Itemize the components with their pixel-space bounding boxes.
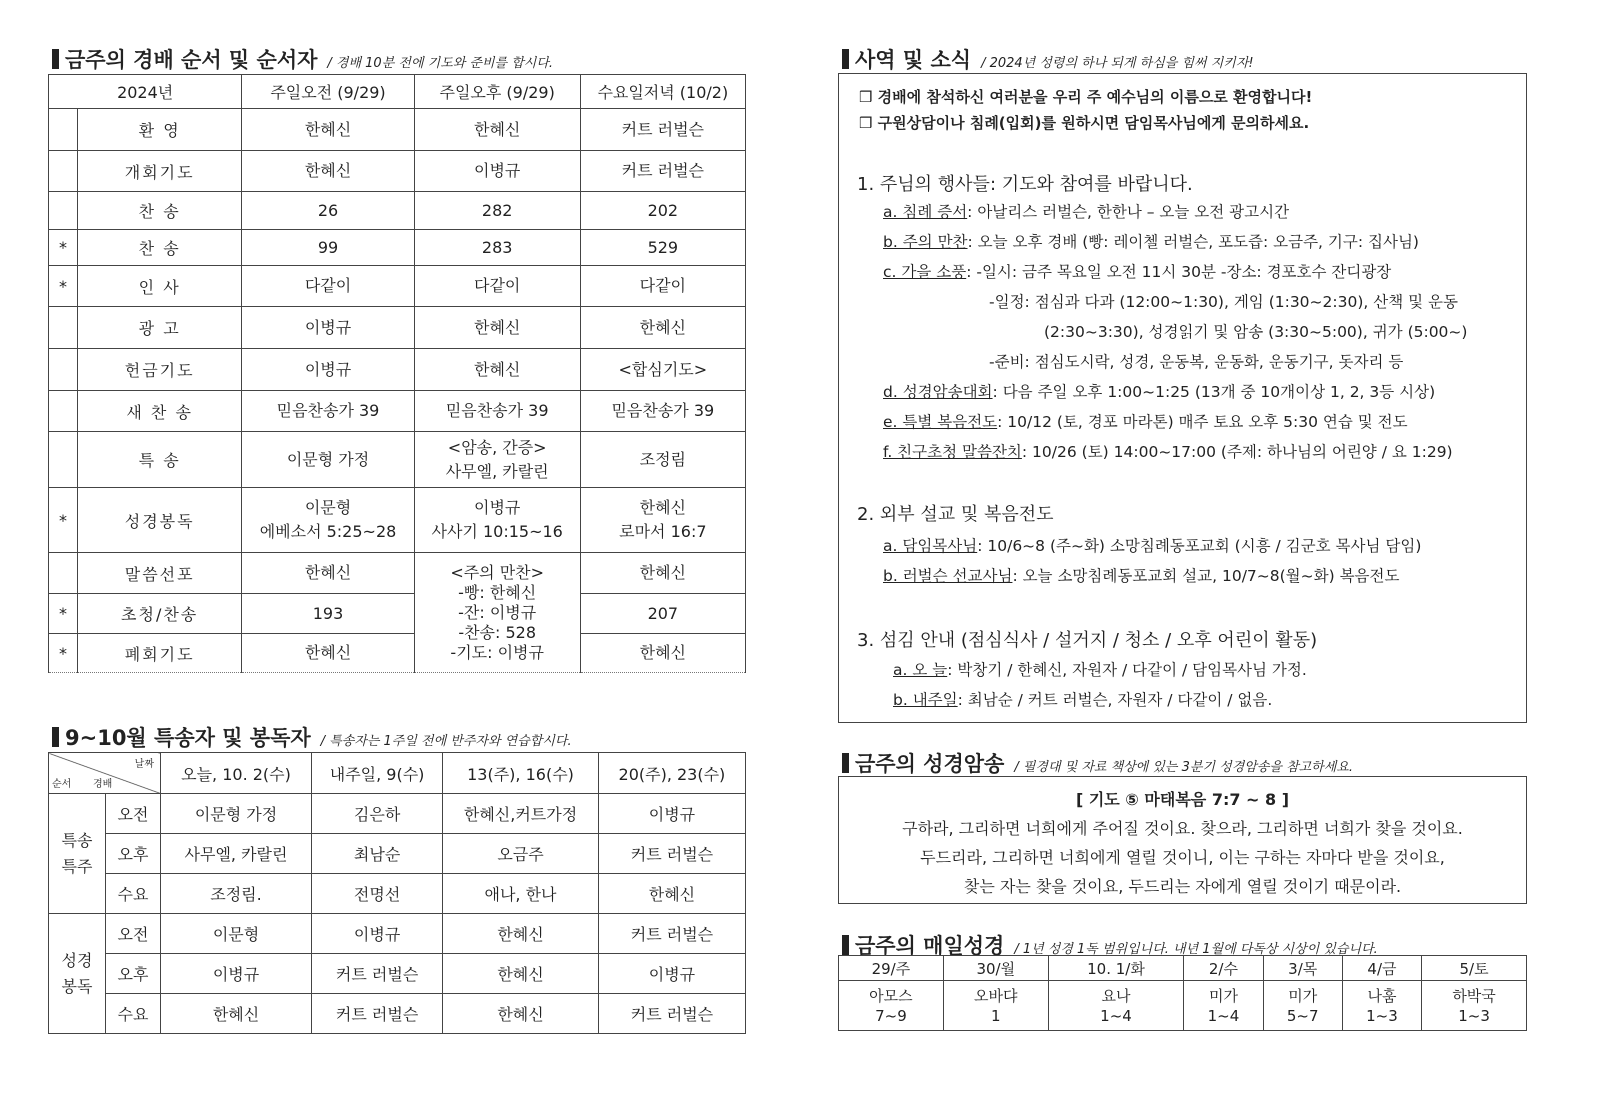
table-cell: 99	[242, 230, 414, 266]
table-cell: 믿음찬송가 39	[242, 391, 414, 432]
table-cell: 이병규	[312, 914, 443, 954]
table-row	[49, 488, 746, 553]
news-item-key: a. 침례 증서	[883, 203, 968, 221]
table-cell: 한혜신	[443, 954, 599, 994]
news-item-text: : 최남순 / 커트 러벌슨, 자원자 / 다같이 / 없음.	[957, 691, 1273, 709]
day-header: 5/토	[1422, 956, 1527, 981]
news-line: -일정: 점심과 다과 (12:00~1:30), 게임 (1:30~2:30), 산책 및 운동	[989, 293, 1458, 311]
table-cell: 한혜신,커트가정	[443, 794, 599, 834]
table-cell: 이문형 가정	[242, 432, 414, 488]
table-cell: 커트 러벌슨	[598, 834, 745, 874]
table-cell: 커트 러벌슨	[312, 994, 443, 1034]
table-cell: 최남순	[312, 834, 443, 874]
table-row	[49, 109, 746, 151]
required-standing-mark	[49, 391, 78, 432]
service-label: 오전	[106, 914, 161, 954]
news-item-text: : 10/6~8 (주~화) 소망침례동포교회 (시흥 / 김군호 목사님 담임)	[977, 537, 1422, 555]
news-line: -준비: 점심도시락, 성경, 운동복, 운동화, 운동기구, 돗자리 등	[989, 353, 1404, 371]
corner-label: 날짜	[134, 759, 154, 770]
table-cell: 전명선	[312, 874, 443, 914]
news-line: 2. 외부 설교 및 복음전도	[857, 504, 1054, 525]
order-label: 성경봉독	[78, 488, 242, 553]
required-standing-mark	[49, 432, 78, 488]
news-item	[893, 688, 1272, 710]
table-cell: 한혜신	[242, 109, 414, 151]
table-cell: 한혜신 로마서 16:7	[580, 488, 745, 553]
news-item-key: d. 성경암송대회	[883, 383, 993, 401]
table-cell: 193	[242, 594, 414, 634]
required-standing-mark: *	[49, 634, 78, 673]
day-header: 3/목	[1263, 956, 1342, 981]
news-item	[893, 658, 1307, 680]
required-standing-mark: *	[49, 230, 78, 266]
table-row	[49, 266, 746, 307]
table-cell: 한혜신	[242, 151, 414, 192]
day-header: 30/월	[943, 956, 1048, 981]
table-cell: 커트 러벌슨	[580, 109, 745, 151]
column-header: 수요일저녁 (10/2)	[580, 75, 745, 109]
table-cell: 202	[580, 192, 745, 230]
readings-row	[839, 981, 1527, 1031]
service-label: 오후	[106, 954, 161, 994]
reading-cell: 미가 5~7	[1263, 981, 1342, 1031]
table-cell: 다같이	[242, 266, 414, 307]
group-label: 특송 특주	[49, 794, 106, 914]
table-cell: 529	[580, 230, 745, 266]
verse-line: 구하라, 그리하면 너희에게 주어질 것이요. 찾으라, 그리하면 너희가 찾을 것이요.	[902, 819, 1463, 838]
table-cell: 믿음찬송가 39	[580, 391, 745, 432]
heading-subtitle: / 1년 성경 1독 범위입니다. 내년 1월에 다독상 시상이 있습니다.	[1014, 942, 1378, 957]
heading-text: 금주의 매일성경	[855, 934, 1005, 958]
table-cell: 한혜신	[580, 634, 745, 673]
table-cell: 이병규	[242, 307, 414, 349]
day-header: 4/금	[1342, 956, 1421, 981]
order-label: 말씀선포	[78, 553, 242, 594]
table-cell: 김은하	[312, 794, 443, 834]
table-row	[49, 192, 746, 230]
order-label: 새 찬 송	[78, 391, 242, 432]
order-label: 폐회기도	[78, 634, 242, 673]
heading-text: 금주의 경배 순서 및 순서자	[65, 48, 318, 72]
table-cell: 믿음찬송가 39	[414, 391, 580, 432]
column-header: 오늘, 10. 2(수)	[161, 753, 312, 794]
heading-text: 사역 및 소식	[855, 48, 972, 72]
news-item	[883, 200, 1289, 222]
table-cell: 다같이	[414, 266, 580, 307]
news-item-text: : 다음 주일 오후 1:00~1:25 (13개 중 10개이상 1, 2, 3등 시상)	[992, 383, 1436, 401]
table-row	[49, 954, 746, 994]
table-cell: 커트 러벌슨	[598, 994, 745, 1034]
service-label: 오후	[106, 834, 161, 874]
table-cell: 한혜신	[414, 349, 580, 391]
required-standing-mark	[49, 151, 78, 192]
table-cell: 조정림	[580, 432, 745, 488]
service-label: 수요	[106, 874, 161, 914]
table-row	[49, 834, 746, 874]
verse-reference: [ 기도 ⑤ 마태복음 7:7 ~ 8 ]	[1075, 790, 1290, 809]
news-item-key: b. 러벌슨 선교사님	[883, 567, 1013, 585]
column-header: 20(주), 23(수)	[598, 753, 745, 794]
corner-label: 순서	[52, 779, 72, 790]
heading-subtitle: / 필경대 및 자료 책상에 있는 3분기 성경암송을 참고하세요.	[1014, 760, 1353, 775]
required-standing-mark	[49, 349, 78, 391]
heading-text: 9~10월 특송자 및 봉독자	[65, 726, 311, 750]
header-row	[49, 753, 746, 794]
news-box	[838, 73, 1527, 723]
table-cell: 한혜신	[580, 553, 745, 594]
heading-subtitle: / 경배 10분 전에 기도와 준비를 합시다.	[327, 56, 554, 71]
memory-heading	[842, 748, 1353, 778]
news-item	[883, 380, 1435, 402]
section-title: 1. 주님의 행사들: 기도와 참여를 바랍니다.	[857, 174, 1193, 195]
required-standing-mark	[49, 109, 78, 151]
table-cell: 한혜신	[598, 874, 745, 914]
table-cell: 이병규	[242, 349, 414, 391]
header-row	[839, 956, 1527, 981]
table-cell: 이병규	[414, 151, 580, 192]
news-item	[883, 440, 1453, 462]
table-cell: 207	[580, 594, 745, 634]
table-cell: 한혜신	[443, 914, 599, 954]
notice: ❒ 구원상담이나 침례(입회)를 원하시면 담임목사님에게 문의하세요.	[859, 114, 1310, 132]
news-item-text: : -일시: 금주 목요일 오전 11시 30분 -장소: 경포호수 잔디광장	[966, 263, 1392, 281]
news-item-text: : 오늘 소망침례동포교회 설교, 10/7~8(월~화) 복음전도	[1012, 567, 1400, 585]
news-item-text: : 박창기 / 한혜신, 자원자 / 다같이 / 담임목사님 가정.	[947, 661, 1307, 679]
order-label: 찬 송	[78, 230, 242, 266]
table-cell: 오금주	[443, 834, 599, 874]
news-item	[883, 534, 1421, 556]
table-cell: 283	[414, 230, 580, 266]
memory-verse-box	[838, 776, 1527, 904]
required-standing-mark: *	[49, 266, 78, 307]
required-standing-mark	[49, 192, 78, 230]
news-item-key: b. 내주일	[893, 691, 958, 709]
column-header: 주일오후 (9/29)	[414, 75, 580, 109]
table-cell: 한혜신	[242, 553, 414, 594]
reading-cell: 요나 1~4	[1048, 981, 1184, 1031]
table-row	[49, 151, 746, 192]
reading-cell: 하박국 1~3	[1422, 981, 1527, 1031]
heading-text: 금주의 성경암송	[855, 752, 1005, 776]
day-header: 29/주	[839, 956, 944, 981]
order-label: 환 영	[78, 109, 242, 151]
table-cell: 이병규 사사기 10:15~16	[414, 488, 580, 553]
table-cell: 한혜신	[414, 109, 580, 151]
table-cell: 커트 러벌슨	[312, 954, 443, 994]
required-standing-mark	[49, 553, 78, 594]
order-label: 인 사	[78, 266, 242, 307]
table-cell: 한혜신	[242, 634, 414, 673]
table-row	[49, 553, 746, 594]
order-label: 개회기도	[78, 151, 242, 192]
verse-line: 찾는 자는 찾을 것이요, 두드리는 자에게 열릴 것이기 때문이라.	[963, 877, 1402, 896]
corner-cell	[49, 753, 161, 794]
verse-line: 두드리라, 그리하면 너희에게 열릴 것이니, 이는 구하는 자마다 받을 것이요,	[920, 848, 1445, 867]
special-table	[48, 752, 746, 1034]
table-cell: 한혜신	[580, 307, 745, 349]
required-standing-mark: *	[49, 594, 78, 634]
table-cell: 이병규	[161, 954, 312, 994]
news-heading	[842, 44, 1254, 74]
table-cell: 사무엘, 카랄린	[161, 834, 312, 874]
table-row	[49, 391, 746, 432]
table-cell: 이병규	[598, 954, 745, 994]
table-cell: 이병규	[598, 794, 745, 834]
news-item	[883, 260, 1391, 282]
order-label: 찬 송	[78, 192, 242, 230]
table-cell: 282	[414, 192, 580, 230]
table-cell: 다같이	[580, 266, 745, 307]
notice: ❒ 경배에 참석하신 여러분을 우리 주 예수님의 이름으로 환영합니다!	[859, 88, 1313, 106]
table-cell: 한혜신	[443, 994, 599, 1034]
table-cell: 조정림.	[161, 874, 312, 914]
news-item	[883, 410, 1408, 432]
table-row	[49, 432, 746, 488]
news-line: (2:30~3:30), 성경읽기 및 암송 (3:30~5:00), 귀가 (5:00~)	[1044, 323, 1468, 341]
reading-cell: 미가 1~4	[1184, 981, 1263, 1031]
table-cell: 한혜신	[161, 994, 312, 1034]
column-header: 13(주), 16(수)	[443, 753, 599, 794]
table-row	[49, 634, 746, 673]
news-item-text: : 10/12 (토, 경포 마라톤) 매주 토요 오후 5:30 연습 및 전도	[997, 413, 1408, 431]
table-cell: <암송, 간증> 사무엘, 카랄린	[414, 432, 580, 488]
table-cell: 애나, 한나	[443, 874, 599, 914]
day-header: 2/수	[1184, 956, 1263, 981]
order-label: 헌금기도	[78, 349, 242, 391]
news-line: 3. 섬김 안내 (점심식사 / 설거지 / 청소 / 오후 어린이 활동)	[857, 630, 1318, 651]
table-cell: 이문형	[161, 914, 312, 954]
group-label: 성경 봉독	[49, 914, 106, 1034]
news-item-key: a. 오 늘	[893, 661, 948, 679]
news-item-key: f. 친구초청 말씀잔치	[883, 443, 1022, 461]
news-item-text: : 오늘 오후 경배 (빵: 레이첼 러벌슨, 포도즙: 오금주, 기구: 집사님)	[967, 233, 1419, 251]
table-row	[49, 307, 746, 349]
table-cell: 이문형 에베소서 5:25~28	[242, 488, 414, 553]
day-header: 10. 1/화	[1048, 956, 1184, 981]
news-item	[883, 564, 1399, 586]
table-cell: 커트 러벌슨	[580, 151, 745, 192]
news-item-key: e. 특별 복음전도	[883, 413, 998, 431]
table-row	[49, 994, 746, 1034]
heading-subtitle: / 특송자는 1주일 전에 반주자와 연습합시다.	[320, 734, 572, 749]
daily-bible-table	[838, 955, 1527, 1031]
news-item-key: a. 담임목사님	[883, 537, 978, 555]
service-label: 수요	[106, 994, 161, 1034]
table-row	[49, 594, 746, 634]
lords-supper-cell: <주의 만찬> -빵: 한혜신 -잔: 이병규 -찬송: 528 -기도: 이병규	[414, 553, 580, 673]
table-cell: 26	[242, 192, 414, 230]
news-item	[883, 230, 1419, 252]
order-label: 특 송	[78, 432, 242, 488]
column-header: 내주일, 9(수)	[312, 753, 443, 794]
table-row	[49, 794, 746, 834]
reading-cell: 나훔 1~3	[1342, 981, 1421, 1031]
column-header: 2024년	[49, 75, 242, 109]
worship-order-table	[48, 74, 746, 673]
table-row	[49, 914, 746, 954]
news-item-text: : 아날리스 러벌슨, 한한나 – 오늘 오전 광고시간	[967, 203, 1290, 221]
order-label: 초청/찬송	[78, 594, 242, 634]
table-cell: <합심기도>	[580, 349, 745, 391]
reading-cell: 오바댜 1	[943, 981, 1048, 1031]
table-cell: 한혜신	[414, 307, 580, 349]
worship-heading	[52, 44, 553, 74]
table-row	[49, 874, 746, 914]
table-cell: 이문형 가정	[161, 794, 312, 834]
column-header: 주일오전 (9/29)	[242, 75, 414, 109]
table-row	[49, 230, 746, 266]
heading-subtitle: / 2024년 성령의 하나 되게 하심을 힘써 지키자!	[981, 56, 1254, 71]
service-label: 오전	[106, 794, 161, 834]
header-row	[49, 75, 746, 109]
table-cell: 커트 러벌슨	[598, 914, 745, 954]
order-label: 광 고	[78, 307, 242, 349]
required-standing-mark	[49, 307, 78, 349]
news-item-key: b. 주의 만찬	[883, 233, 968, 251]
required-standing-mark: *	[49, 488, 78, 553]
news-item-key: c. 가을 소풍	[883, 263, 967, 281]
table-row	[49, 349, 746, 391]
reading-cell: 아모스 7~9	[839, 981, 944, 1031]
news-item-text: : 10/26 (토) 14:00~17:00 (주제: 하나님의 어린양 / 요 1:29)	[1021, 443, 1453, 461]
special-heading	[52, 722, 572, 752]
corner-label: 경배	[93, 779, 113, 790]
